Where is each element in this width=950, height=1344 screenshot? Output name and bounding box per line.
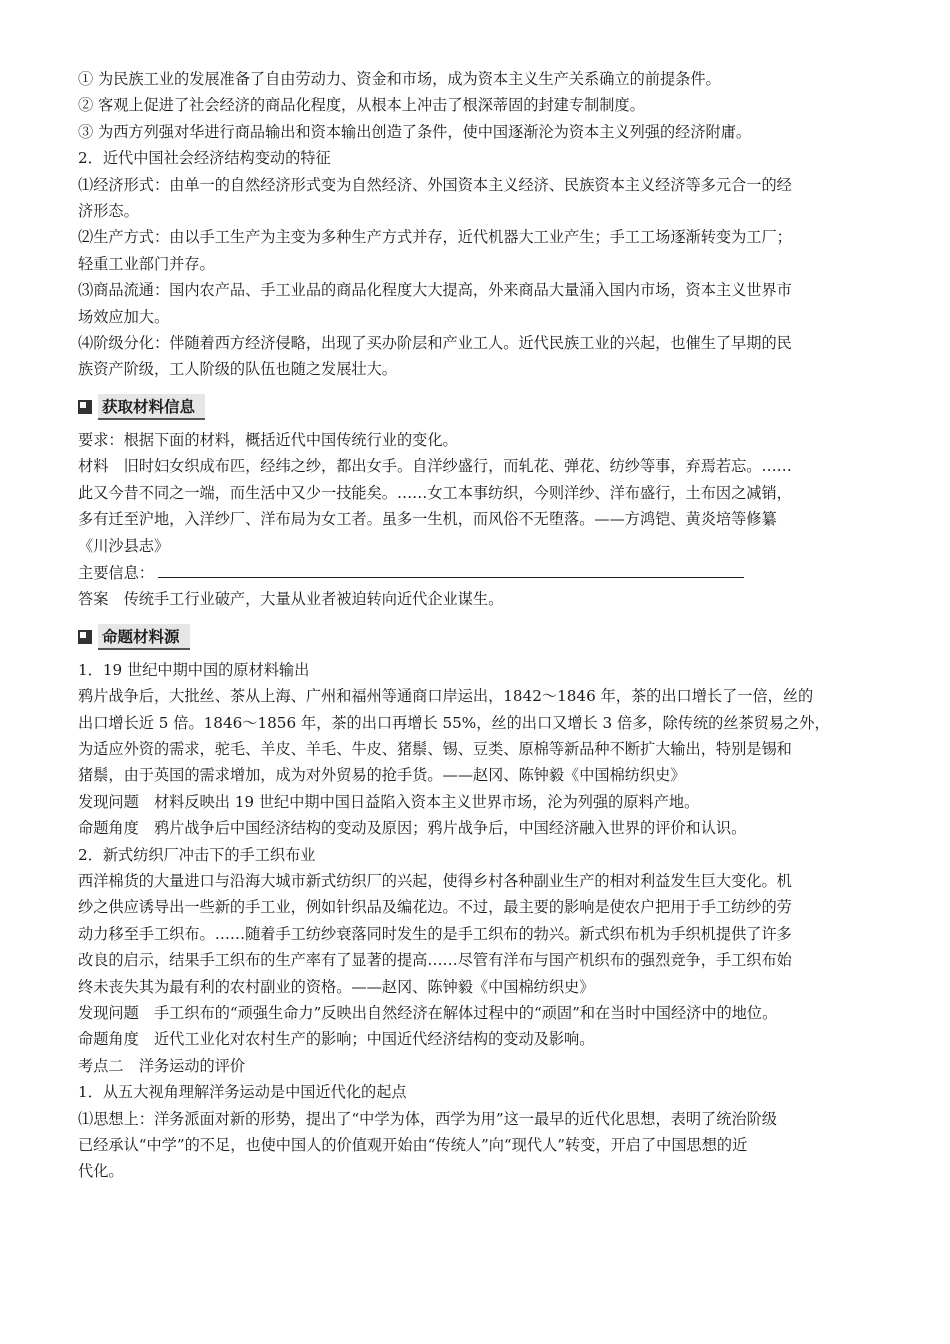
text-line: ⑷阶级分化：伴随着西方经济侵略，出现了买办阶层和产业工人。近代民族工业的兴起，也催生了早期的民 (78, 334, 792, 353)
section-heading-material-info (78, 393, 878, 421)
subheading: 2．近代中国社会经济结构变动的特征 (78, 149, 331, 168)
text-line: 命题角度 近代工业化对农村生产的影响；中国近代经济结构的变动及影响。 (78, 1030, 595, 1049)
text-line: ⑴经济形式：由单一的自然经济形式变为自然经济、外国资本主义经济、民族资本主义经济等多元合一的经 (78, 175, 792, 194)
text-line: 轻重工业部门并存。 (78, 254, 215, 273)
answer-line: 答案 传统手工行业破产，大量从业者被迫转向近代企业谋生。 (78, 590, 504, 609)
text-line: ① 为民族工业的发展准备了自由劳动力、资金和市场，成为资本主义生产关系确立的前提条件。 (78, 70, 721, 88)
material-info-block (78, 427, 878, 613)
document-page (78, 66, 878, 1185)
text-line: 动力移至手工织布。……随着手工纺纱衰落同时发生的是手工织布的勃兴。新式织布机为手织机提供了许多 (78, 924, 792, 943)
text-line: 纱之供应诱导出一些新的手工业，例如针织品及编花边。不过，最主要的影响是使农户把用于手工纺纱的劳 (78, 898, 792, 917)
main-info-blank[interactable] (158, 559, 744, 578)
text-line: ③ 为西方列强对华进行商品输出和资本输出创造了条件，使中国逐渐沦为资本主义列强的经济附庸。 (78, 122, 752, 141)
subheading: 考点二 洋务运动的评价 (78, 1056, 246, 1075)
section-heading-material-source (78, 623, 878, 651)
section-marker-icon (78, 630, 92, 644)
text-line: 多有迁至沪地，入洋纱厂、洋布局为女工者。虽多一生机，而风俗不无堕落。——方鸿铠、黄炎培等修纂 (78, 510, 777, 529)
text-line: 为适应外资的需求，驼毛、羊皮、羊毛、牛皮、猪鬃、锡、豆类、原棉等新品种不断扩大输出，特别是锡和 (78, 739, 792, 758)
text-line: 鸦片战争后，大批丝、茶从上海、广州和福州等通商口岸运出，1842～1846 年，茶的出口增长了一倍，丝的 (78, 687, 814, 706)
text-line: 发现问题 手工织布的“顽强生命力”反映出自然经济在解体过程中的“顽固”和在当时中国经济中的地位。 (78, 1004, 778, 1022)
main-info-label: 主要信息： (78, 563, 154, 582)
text-line: 已经承认“中学”的不足，也使中国人的价值观开始由“传统人”向“现代人”转变，开启了中国思想的近 (78, 1136, 748, 1155)
text-line: 此又今昔不同之一端，而生活中又少一技能矣。……女工本事纺织，今则洋纱、洋布盛行，土布因之减销， (78, 483, 792, 502)
text-line: 场效应加大。 (78, 307, 170, 326)
main-info-row (78, 559, 878, 586)
text-line: 出口增长近 5 倍。1846～1856 年，茶的出口再增长 55%，丝的出口又增长 3 倍多，除传统的丝茶贸易之外， (78, 713, 830, 732)
subheading: 1．从五大视角理解洋务运动是中国近代化的起点 (78, 1083, 407, 1102)
text-line: 发现问题 材料反映出 19 世纪中期中国日益陷入资本主义世界市场，沦为列强的原料产地。 (78, 792, 700, 811)
subheading: 1．19 世纪中期中国的原材料输出 (78, 660, 310, 679)
section-title: 命题材料源 (98, 624, 190, 650)
text-line: 猪鬃，由于英国的需求增加，成为对外贸易的抢手货。——赵冈、陈钟毅《中国棉纺织史》 (78, 766, 686, 785)
text-line: 《川沙县志》 (78, 536, 170, 555)
text-line: ② 客观上促进了社会经济的商品化程度，从根本上冲击了根深蒂固的封建专制制度。 (78, 96, 645, 115)
text-line: 族资产阶级，工人阶级的队伍也随之发展壮大。 (78, 360, 397, 379)
text-line: ⑶商品流通：国内农产品、手工业品的商品化程度大大提高，外来商品大量涌入国内市场，资本主义世界市 (78, 281, 792, 300)
text-line: 命题角度 鸦片战争后中国经济结构的变动及原因；鸦片战争后，中国经济融入世界的评价和认识。 (78, 819, 747, 838)
text-line: 济形态。 (78, 202, 139, 221)
subheading: 2．新式纺织厂冲击下的手工织布业 (78, 845, 316, 864)
section-title: 获取材料信息 (98, 394, 205, 420)
text-line: ⑵生产方式：由以手工生产为主变为多种生产方式并存，近代机器大工业产生；手工工场逐渐转变为工厂； (78, 228, 792, 247)
intro-block (78, 66, 878, 383)
text-line: 代化。 (78, 1162, 124, 1181)
section-marker-icon (78, 400, 92, 414)
text-line: 要求：根据下面的材料，概括近代中国传统行业的变化。 (78, 430, 458, 449)
material-source-block (78, 657, 878, 1185)
text-line: 西洋棉货的大量进口与沿海大城市新式纺织厂的兴起，使得乡村各种副业生产的相对利益发生巨大变化。机 (78, 871, 792, 890)
text-line: ⑴思想上：洋务派面对新的形势，提出了“中学为体，西学为用”这一最早的近代化思想，表明了统治阶级 (78, 1109, 777, 1128)
text-line: 改良的启示，结果手工织布的生产率有了显著的提高……尽管有洋布与国产机织布的强烈竞争，手工织布始 (78, 951, 792, 970)
text-line: 材料 旧时妇女织成布匹，经纬之纱，都出女手。自洋纱盛行，而轧花、弹花、纺纱等事，弃焉若忘。…… (78, 457, 792, 476)
text-line: 终未丧失其为最有利的农村副业的资格。——赵冈、陈钟毅《中国棉纺织史》 (78, 977, 595, 996)
